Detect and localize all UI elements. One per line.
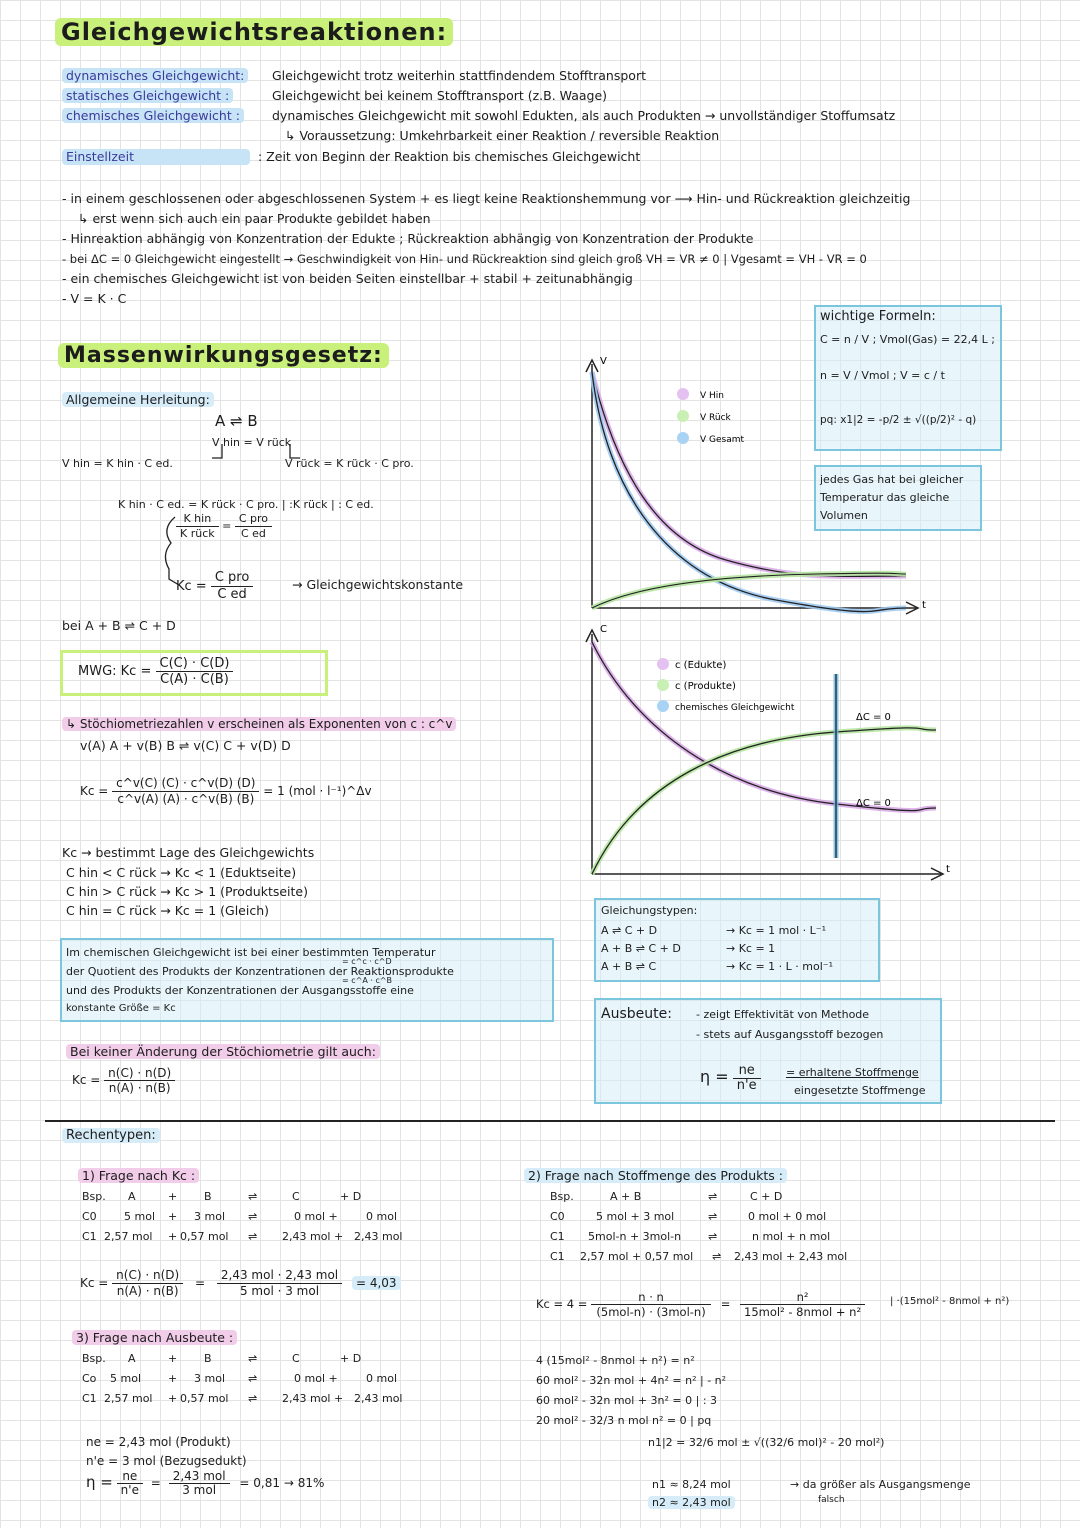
q2-kc-note: | ·(15mol² - 8nmol + n²) [890,1296,1010,1307]
table-cell: ⇌ [248,1372,258,1385]
gleichungstyp-kc: → Kc = 1 [726,942,776,955]
q1-result: = 4,03 [352,1276,401,1290]
lage-row: C hin = C rück → Kc = 1 (Gleich) [66,903,270,918]
fraction-denominator: n'e [120,1483,139,1497]
reaction-abcd: bei A + B ⇌ C + D [62,618,176,633]
table-cell: 3 mol [194,1210,225,1223]
table-cell: 2,43 mol + [282,1230,344,1243]
definition-einstellzeit [62,149,250,165]
equals-sign: = [720,1297,731,1311]
definition-dynamic [62,68,248,84]
definition-term: dynamisches Gleichgewicht: [62,68,248,83]
table-cell: 2,43 mol + 2,43 mol [734,1250,848,1263]
definition-box-line: und des Produkts der Konzentrationen der Ausgangsstoffe eine [66,984,414,997]
q3-frac2 [169,1470,230,1497]
table-cell: ⇌ [248,1190,258,1203]
table-cell: 3 mol [194,1372,225,1385]
fraction-denominator: C ed [240,527,266,540]
q2-title [524,1168,787,1184]
ausbeute-frac [733,1064,761,1093]
kc-definition [176,570,253,603]
eta-symbol: η = [86,1473,113,1491]
fraction-denominator: n'e [736,1078,757,1093]
kc-stoich-frac [112,776,259,807]
table-cell: + [168,1210,178,1223]
formula-line: n = V / Vmol ; V = c / t [820,369,945,382]
legend-dot-hin [677,388,689,400]
v-rueck: V rück = K rück · C pro. [285,457,414,470]
table-cell: Bsp. [82,1190,106,1203]
stoich-note-text: ↳ Stöchiometriezahlen v erscheinen als Exponenten von c : c^v [62,717,456,731]
q2-title-text: 2) Frage nach Stoffmenge des Produkts : [524,1168,787,1183]
q2-n2-text: n2 ≈ 2,43 mol [648,1496,735,1509]
table-cell: 2,57 mol [104,1230,153,1243]
table-cell: + D [340,1352,362,1365]
table-cell: ⇌ [708,1230,718,1243]
table-cell: ⇌ [248,1392,258,1405]
table-cell: n mol + n mol [752,1230,831,1243]
fraction-numerator: ne [117,1470,143,1484]
q3-eta-calc [86,1470,324,1497]
x-axis-label: t [922,600,926,611]
table-cell: C1 [550,1250,565,1263]
definition-text: dynamisches Gleichgewicht mit sowohl Edukten, als auch Produkten → unvollständiger Stoffumsatz [272,108,896,123]
v-hin-curve [592,372,906,576]
fraction-denominator: C(A) · C(B) [160,672,229,687]
kc-moles [72,1066,175,1095]
table-cell: 5 mol [124,1210,155,1223]
kc-moles-frac [104,1066,175,1095]
legend-label: c (Edukte) [675,660,727,671]
fraction-numerator: 2,43 mol · 2,43 mol [217,1268,342,1284]
table-cell: C1 [550,1230,565,1243]
q3-title-text: 3) Frage nach Ausbeute : [72,1330,237,1345]
ausbeute-num-desc: = erhaltene Stoffmenge [786,1066,919,1079]
fraction-denominator: n(A) · n(B) [116,1284,179,1298]
table-cell: 2,57 mol [104,1392,153,1405]
mwg-title-text: Massenwirkungsgesetz: [58,343,389,368]
definition-text: : Zeit von Beginn der Reaktion bis chemisches Gleichgewicht [258,149,641,164]
definition-box-line: der Quotient des Produkts der Konzentrationen der Reaktionsprodukte [66,965,454,978]
fraction-denominator: 3 mol [182,1483,217,1497]
mwg-subtitle-text: Allgemeine Herleitung: [62,392,214,407]
gleichungstyp-kc: → Kc = 1 · L · mol⁻¹ [726,960,834,973]
definition-box-annotation: = c^A · c^B [342,976,393,985]
x-axis-label: t [946,864,950,875]
gas-note-line: Temperatur das gleiche [820,491,950,504]
q2-n1-note: → da größer als Ausgangsmenge [790,1478,971,1491]
q2-step: 60 mol² - 32n mol + 4n² = n² | - n² [536,1374,727,1387]
table-cell: + [168,1190,178,1203]
fraction-numerator: K hin [176,512,219,527]
table-cell: 5 mol + 3 mol [596,1210,675,1223]
definition-box-line: konstante Größe = Kc [66,1003,176,1014]
table-cell: 5mol-n + 3mol-n [588,1230,682,1243]
table-cell: ⇌ [708,1210,718,1223]
kc-label: Kc = [72,1073,101,1087]
fraction-denominator: 15mol² - 8nmol + n² [744,1305,862,1319]
gleichungstyp-kc: → Kc = 1 mol · L⁻¹ [726,924,827,937]
q2-step: 20 mol² - 32/3 n mol n² = 0 | pq [536,1414,712,1427]
fraction-denominator: 5 mol · 3 mol [239,1284,320,1298]
q2-kc-frac [591,1290,711,1319]
legend-label: V Rück [700,413,731,423]
table-cell: C1 [82,1392,97,1405]
list-item: - ein chemisches Gleichgewicht ist von beiden Seiten einstellbar + stabil + zeitunabhängig [62,271,633,286]
kc-label: Kc = [80,784,109,798]
table-cell: ⇌ [248,1230,258,1243]
table-cell: 2,43 mol + [282,1392,344,1405]
table-cell: + [168,1372,178,1385]
table-cell: 0 mol + [294,1210,338,1223]
y-axis-label: C [600,624,607,635]
equals-sign: = [222,519,235,533]
gleichungstyp-eq: A ⇌ C + D [601,924,658,937]
gleichungstypen-title: Gleichungstypen: [601,904,698,917]
concentration-chart [576,622,961,884]
fraction-denominator: n(A) · n(B) [108,1081,171,1095]
q1-kc-calc [80,1268,401,1299]
section-divider [45,1120,1055,1122]
list-item: - Hinreaktion abhängig von Konzentration der Edukte ; Rückreaktion abhängig von Konzentration der Produkte [62,231,754,246]
fraction-denominator: (5mol-n) · (3mol-n) [596,1305,706,1319]
fraction-denominator: K rück [180,527,215,540]
table-cell: C1 [82,1230,97,1243]
definition-static [62,88,233,104]
table-cell: ⇌ [248,1210,258,1223]
table-cell: Bsp. [550,1190,574,1203]
legend-dot-produkte [657,679,669,691]
table-cell: 0 mol [366,1210,397,1223]
table-cell: 0 mol + [294,1372,338,1385]
ausbeute-line: - stets auf Ausgangsstoff bezogen [696,1028,884,1041]
kc-label: Kc = [176,579,207,594]
definition-text: Gleichgewicht bei keinem Stofftransport (z.B. Waage) [272,88,608,103]
delta-c-label: ΔC = 0 [856,712,891,723]
gleichungstypen-box [594,898,880,982]
lage-title: Kc → bestimmt Lage des Gleichgewichts [62,845,315,860]
table-cell: C0 [82,1210,97,1223]
table-cell: + [168,1392,178,1405]
table-cell: + D [340,1190,362,1203]
k-equality: K hin · C ed. = K rück · C pro. | :K rück | : C ed. [118,498,374,511]
ausbeute-title: Ausbeute: [601,1006,672,1022]
v-hin: V hin = K hin · C ed. [62,457,173,470]
definition-chemical [62,108,244,124]
q3-ne: ne = 2,43 mol (Produkt) [86,1435,231,1449]
table-cell: + [168,1230,178,1243]
lage-row: C hin < C rück → Kc < 1 (Eduktseite) [66,865,297,880]
eta-symbol: η = [700,1067,729,1086]
mwg-title [58,340,389,372]
q2-n1-note2: falsch [818,1495,845,1505]
ausbeute-box [594,998,942,1104]
table-cell: ⇌ [712,1250,722,1263]
legend-label: V Hin [700,391,724,401]
legend-dot-gesamt [677,432,689,444]
legend-dot-edukte [657,658,669,670]
mwg-frac [156,656,234,687]
kc-stoich-unit: = 1 (mol · l⁻¹)^Δv [263,784,372,798]
stoich-same-text: Bei keiner Änderung der Stöchiometrie gilt auch: [66,1044,380,1059]
table-cell: ⇌ [248,1352,258,1365]
legend-dot-gleichgewicht [657,700,669,712]
rechentypen-title-text: Rechentypen: [62,1128,160,1143]
table-cell: A [128,1190,136,1203]
v-hin-line [592,372,906,576]
fraction-numerator: ne [733,1064,761,1079]
q2-kc-frac2 [740,1290,865,1319]
table-cell: Co [82,1372,97,1385]
list-item: - bei ΔC = 0 Gleichgewicht eingestellt → Geschwindigkeit von Hin- und Rückreaktion sind gleich groß VH = VR ≠ 0 | Vgesamt = VH - VR = 0 [62,252,867,266]
formulas-title: wichtige Formeln: [820,309,936,324]
legend-label: c (Produkte) [675,681,736,692]
table-cell: A + B [610,1190,642,1203]
definition-text: Gleichgewicht trotz weiterhin stattfindendem Stofftransport [272,68,646,83]
delta-c-label: ΔC = 0 [856,798,891,809]
stoich-reaction: v(A) A + v(B) B ⇌ v(C) C + v(D) D [80,738,291,753]
table-cell: 2,57 mol + 0,57 mol [580,1250,694,1263]
reaction-ab: A ⇌ B [215,412,258,430]
fraction-numerator: c^v(C) (C) · c^v(D) (D) [112,776,259,792]
q3-title [72,1330,237,1346]
q1-value-frac [217,1268,342,1299]
table-cell: ⇌ [708,1190,718,1203]
mwg-label: MWG: Kc = [78,664,152,679]
table-cell: 0,57 mol [180,1392,229,1405]
q3-n-e: n'e = 3 mol (Bezugsedukt) [86,1454,247,1468]
stoich-note [62,716,456,732]
fraction-numerator: 2,43 mol [169,1470,230,1484]
legend-label: V Gesamt [700,435,745,445]
q1-title [78,1168,199,1184]
definition-box [60,938,554,1022]
kc-label: Kc = [80,1276,109,1290]
table-cell: 0,57 mol [180,1230,229,1243]
velocity-chart [576,350,926,620]
list-item: ↳ erst wenn sich auch ein paar Produkte gebildet haben [78,211,431,226]
fraction-numerator: C pro [235,512,272,527]
fraction-denominator: C ed [217,587,247,602]
gas-note-line: Volumen [820,509,868,522]
definition-term: Einstellzeit [62,149,250,165]
table-cell: C0 [550,1210,565,1223]
table-cell: Bsp. [82,1352,106,1365]
q1-kc-frac [112,1268,183,1299]
q2-step: 60 mol² - 32n mol + 3n² = 0 | : 3 [536,1394,718,1407]
kc-stoich [80,776,372,807]
definition-box-annotation: = c^c · c^D [342,957,392,966]
table-cell: C + D [750,1190,783,1203]
q3-result: = 0,81 → 81% [239,1476,325,1490]
table-cell: C [292,1352,300,1365]
q2-n2 [648,1496,735,1510]
mwg-subtitle [62,392,214,408]
table-cell: B [204,1352,212,1365]
y-axis-label: V [600,356,607,367]
page-title [55,16,453,48]
page-title-text: Gleichgewichtsreaktionen: [55,18,453,46]
equals-sign: = [150,1476,161,1490]
q2-n1: n1 ≈ 8,24 mol [652,1478,731,1491]
lage-row: C hin > C rück → Kc > 1 (Produktseite) [66,884,308,899]
ausbeute-line: - zeigt Effektivität von Methode [696,1008,870,1021]
c-ratio-frac [235,512,272,541]
fraction-denominator: c^v(A) (A) · c^v(B) (B) [117,792,255,806]
table-cell: 0 mol [366,1372,397,1385]
kc-frac [211,570,253,603]
kc-label: Kc = 4 = [536,1297,588,1311]
equals-sign: = [195,1276,206,1290]
table-cell: C [292,1190,300,1203]
definition-text: ↳ Voraussetzung: Umkehrbarkeit einer Reaktion / reversible Reaktion [285,128,720,143]
gleichungstyp-eq: A + B ⇌ C + D [601,942,681,955]
table-cell: A [128,1352,136,1365]
rechentypen-title [62,1128,160,1144]
q3-frac1 [117,1470,143,1497]
q2-pq: n1|2 = 32/6 mol ± √((32/6 mol)² - 20 mol²) [648,1436,885,1449]
definition-term: statisches Gleichgewicht : [62,88,233,103]
table-cell: + [168,1352,178,1365]
list-item: - in einem geschlossenen oder abgeschlossenen System + es liegt keine Reaktionshemmung vor ⟶ Hin- und Rückreaktion gleichzeitig [62,191,911,206]
table-cell: B [204,1190,212,1203]
legend-dot-rueck [677,410,689,422]
table-cell: 2,43 mol [354,1230,403,1243]
q2-kc-calc [536,1290,865,1319]
table-cell: 5 mol [110,1372,141,1385]
v-equal: V hin = V rück [212,436,292,449]
fraction-numerator: n(C) · n(D) [104,1066,175,1081]
q1-title-text: 1) Frage nach Kc : [78,1168,199,1183]
ausbeute-formula [700,1064,761,1093]
fraction-numerator: n · n [591,1290,711,1305]
kc-note: → Gleichgewichtskonstante [292,577,464,592]
fraction-numerator: C pro [211,570,253,587]
mwg-formula [78,656,233,687]
legend-label: chemisches Gleichgewicht [675,703,795,713]
formula-line: pq: x1|2 = -p/2 ± √((p/2)² - q) [820,414,977,426]
gas-note-line: jedes Gas hat bei gleicher [820,473,964,486]
table-cell: 0 mol + 0 mol [748,1210,827,1223]
fraction-numerator: n² [740,1290,865,1305]
fraction-numerator: C(C) · C(D) [156,656,234,672]
gleichungstyp-eq: A + B ⇌ C [601,960,657,973]
ausbeute-den-desc: eingesetzte Stoffmenge [794,1084,926,1097]
table-cell: 2,43 mol [354,1392,403,1405]
stoich-same-note [66,1044,380,1060]
formula-line: C = n / V ; Vmol(Gas) = 22,4 L ; [820,333,995,346]
derivation-arrows [200,440,310,470]
list-item: - V = K · C [62,291,127,306]
definition-term: chemisches Gleichgewicht : [62,108,244,123]
fraction-numerator: n(C) · n(D) [112,1268,183,1284]
q2-step: 4 (15mol² - 8nmol + n²) = n² [536,1354,695,1367]
definition-box-line: Im chemischen Gleichgewicht ist bei einer bestimmten Temperatur [66,946,436,959]
